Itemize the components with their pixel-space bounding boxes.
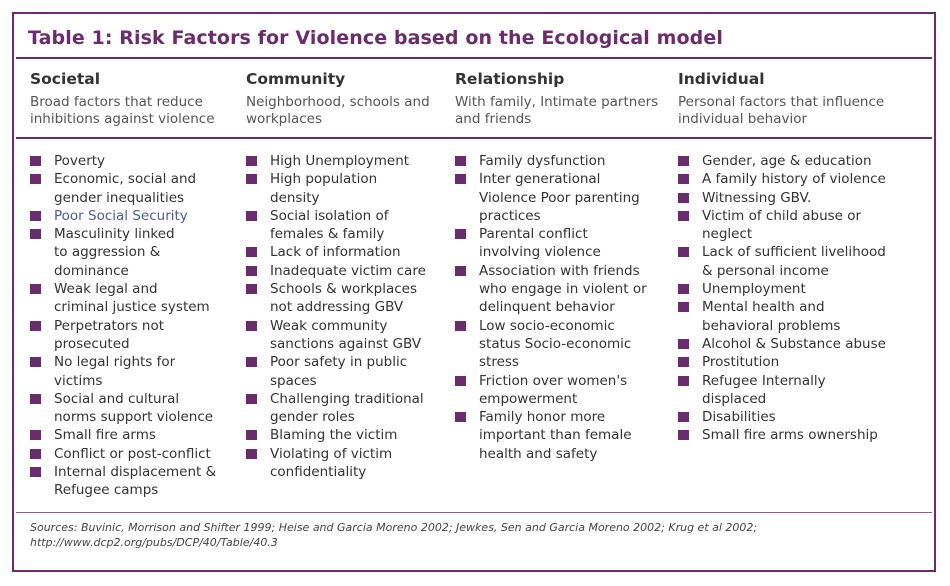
risk-factor-text: No legal rights for victims [54, 354, 176, 389]
risk-factor-item [678, 170, 928, 188]
square-bullet-icon [678, 193, 689, 203]
risk-factor-item [246, 445, 451, 482]
square-bullet-icon [30, 284, 41, 294]
risk-factor-text: Schools & workplaces not addressing GBV [270, 281, 417, 316]
square-bullet-icon [455, 229, 466, 239]
risk-factor-item [246, 262, 451, 280]
column-description: Neighborhood, schools and workplaces [246, 94, 430, 127]
risk-factor-item [455, 225, 677, 262]
column-description: Personal factors that influence individual behavior [678, 94, 885, 127]
square-bullet-icon [246, 211, 257, 221]
risk-factor-item [678, 372, 928, 409]
risk-factor-text: Weak legal and criminal justice system [54, 281, 210, 316]
square-bullet-icon [30, 394, 41, 404]
risk-factor-text: Refugee Internally displaced [702, 372, 826, 407]
risk-factor-text: Challenging traditional gender roles [270, 390, 424, 426]
column-heading: Community [246, 70, 346, 88]
risk-factor-item [30, 317, 240, 354]
risk-factor-item [678, 280, 928, 298]
risk-factor-text: Lack of information [270, 244, 401, 261]
risk-factor-list [246, 152, 451, 481]
risk-factor-text: Violating of victim confidentiality [270, 445, 393, 481]
column-heading: Individual [678, 70, 765, 88]
square-bullet-icon [30, 156, 41, 166]
risk-factor-text: Inter generational Violence Poor parenting practices [479, 171, 640, 224]
column-description: Broad factors that reduce inhibitions against violence [30, 94, 215, 127]
sources-note [30, 520, 920, 550]
risk-factor-text: Family dysfunction [479, 153, 606, 169]
risk-factor-item [246, 317, 451, 354]
risk-factor-item [246, 152, 451, 170]
square-bullet-icon [246, 247, 257, 257]
risk-factor-text: Masculinity linked to aggression & dominance [54, 226, 175, 279]
risk-factor-item [30, 152, 240, 170]
risk-factor-list [678, 152, 928, 445]
risk-factor-item [30, 170, 240, 207]
risk-factor-item [30, 445, 240, 463]
risk-factor-text: Small fire arms [54, 427, 156, 444]
risk-factor-text: Social and cultural norms support violence [54, 390, 214, 426]
square-bullet-icon [455, 174, 466, 184]
risk-factor-item [30, 463, 240, 500]
square-bullet-icon [30, 449, 41, 459]
risk-factor-text: Small fire arms ownership [702, 427, 878, 444]
risk-factor-item [455, 262, 677, 317]
risk-factor-item [455, 408, 677, 463]
risk-factor-item [678, 207, 928, 244]
risk-factor-item [455, 372, 677, 409]
risk-factor-item [455, 170, 677, 225]
risk-factor-text: Poor Social Security [54, 207, 188, 224]
square-bullet-icon [678, 339, 689, 349]
square-bullet-icon [246, 266, 257, 276]
risk-factor-text: Prostitution [702, 354, 780, 371]
risk-factor-text: Inadequate victim care [270, 262, 426, 279]
risk-factor-text: Economic, social and gender inequalities [54, 171, 197, 206]
risk-factor-item [30, 225, 240, 280]
risk-factor-text: Witnessing GBV. [702, 189, 812, 206]
square-bullet-icon [30, 430, 41, 440]
square-bullet-icon [30, 211, 41, 221]
risk-factor-text: A family history of violence [702, 171, 886, 188]
column-heading: Relationship [455, 70, 565, 88]
risk-factor-text: Poverty [54, 153, 106, 169]
square-bullet-icon [678, 376, 689, 386]
risk-factor-text: Unemployment [702, 281, 806, 298]
risk-factor-text: High population density [270, 171, 378, 206]
square-bullet-icon [246, 174, 257, 184]
risk-factor-item [455, 317, 677, 372]
column-individual [678, 70, 928, 445]
risk-factor-text: Association with friends who engage in violent or delinquent behavior [479, 262, 647, 316]
square-bullet-icon [678, 156, 689, 166]
risk-factor-text: Weak community sanctions against GBV [270, 317, 422, 352]
square-bullet-icon [678, 247, 689, 257]
square-bullet-icon [455, 156, 466, 166]
risk-factor-item [246, 390, 451, 427]
risk-factor-item [678, 298, 928, 335]
risk-factor-item [246, 353, 451, 390]
risk-factor-item [678, 426, 928, 444]
risk-factor-item [246, 207, 451, 244]
risk-factor-item [678, 335, 928, 353]
risk-factor-text: Poor safety in public spaces [270, 354, 408, 389]
risk-factor-list [455, 152, 677, 463]
risk-factor-text: Conflict or post-conflict [54, 445, 211, 462]
title-divider [16, 57, 932, 59]
risk-factor-text: Disabilities [702, 409, 776, 426]
risk-factor-text: Social isolation of females & family [270, 207, 389, 243]
table-title: Table 1: Risk Factors for Violence based on the Ecological model [28, 27, 723, 49]
column-heading: Societal [30, 70, 101, 88]
square-bullet-icon [246, 284, 257, 294]
risk-factor-text: Family honor more important than female health and safety [479, 409, 632, 462]
square-bullet-icon [246, 394, 257, 404]
risk-factor-item [30, 207, 240, 225]
risk-factor-text: Lack of sufficient livelihood & personal income [702, 244, 886, 279]
square-bullet-icon [678, 430, 689, 440]
risk-factor-item [246, 170, 451, 207]
square-bullet-icon [678, 284, 689, 294]
square-bullet-icon [30, 174, 41, 184]
risk-factor-item [246, 280, 451, 317]
risk-factor-text: Alcohol & Substance abuse [702, 335, 886, 352]
risk-factor-text: Low socio-economic status Socio-economic stress [479, 317, 632, 371]
risk-factor-item [30, 353, 240, 390]
sources-text: Sources: Buvinic, Morrison and Shifter 1999; Heise and Garcia Moreno 2002; Jewkes, Sen and Garcia Moreno 2002; Krug et al 2002; [30, 521, 758, 534]
column-description: With family, Intimate partners and friends [455, 94, 659, 127]
square-bullet-icon [246, 321, 257, 331]
column-societal [30, 70, 240, 500]
sources-url[interactable]: http://www.dcp2.org/pubs/DCP/40/Table/40.3 [30, 536, 278, 549]
square-bullet-icon [30, 467, 41, 477]
square-bullet-icon [455, 412, 466, 422]
square-bullet-icon [678, 302, 689, 312]
risk-factor-item [678, 243, 928, 280]
risk-factor-text: Internal displacement & Refugee camps [54, 464, 217, 499]
risk-factor-item [30, 280, 240, 317]
square-bullet-icon [30, 357, 41, 367]
square-bullet-icon [678, 211, 689, 221]
risk-factor-text: Perpetrators not prosecuted [54, 317, 165, 352]
risk-factor-item [678, 353, 928, 371]
risk-factor-item [30, 426, 240, 444]
risk-factor-text: Victim of child abuse or neglect [702, 207, 862, 243]
square-bullet-icon [246, 430, 257, 440]
risk-factor-item [246, 243, 451, 261]
risk-factor-text: High Unemployment [270, 153, 410, 169]
footer-divider [16, 512, 932, 513]
square-bullet-icon [30, 229, 41, 239]
risk-factor-text: Gender, age & education [702, 153, 872, 169]
square-bullet-icon [30, 321, 41, 331]
square-bullet-icon [678, 174, 689, 184]
risk-factor-item [455, 152, 677, 170]
risk-factor-item [678, 152, 928, 170]
risk-factor-text: Parental conflict involving violence [479, 226, 601, 261]
risk-factor-list [30, 152, 240, 500]
risk-factor-item [678, 189, 928, 207]
risk-factor-item [30, 390, 240, 427]
square-bullet-icon [678, 357, 689, 367]
risk-factor-text: Blaming the victim [270, 427, 398, 444]
square-bullet-icon [455, 266, 466, 276]
square-bullet-icon [246, 449, 257, 459]
risk-factor-text: Friction over women's empowerment [479, 372, 628, 407]
square-bullet-icon [455, 321, 466, 331]
square-bullet-icon [246, 357, 257, 367]
column-relationship [455, 70, 677, 463]
risk-factor-item [678, 408, 928, 426]
square-bullet-icon [246, 156, 257, 166]
square-bullet-icon [678, 412, 689, 422]
risk-factor-text: Mental health and behavioral problems [702, 299, 841, 334]
square-bullet-icon [455, 376, 466, 386]
risk-factor-item [246, 426, 451, 444]
column-community [246, 70, 451, 481]
